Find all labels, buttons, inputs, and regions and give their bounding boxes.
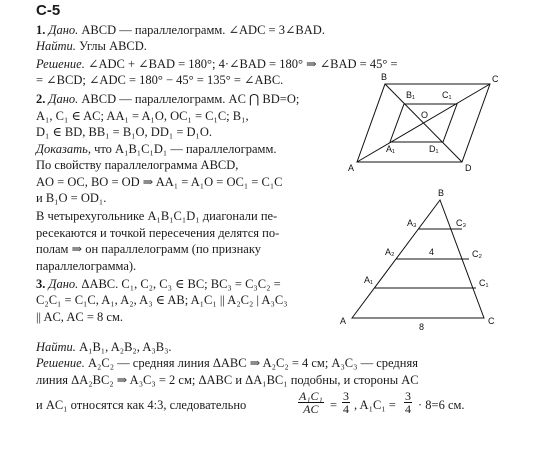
label-a3: A₃ xyxy=(407,218,417,228)
label-d1: D₁ xyxy=(429,144,439,154)
problem-3-line6b: , A₁C₁ = xyxy=(354,398,396,412)
given-text: ABCD — параллелограмм. ∠ADC = 3∠BAD. xyxy=(81,23,325,37)
given-text: ABCD — параллелограмм. AC ⋂ BD=O; xyxy=(81,92,300,106)
problem-number: 2. xyxy=(36,92,46,106)
problem-1-solution-line2: = ∠BCD; ∠ADC = 180° − 45° = 135° = ∠ABC. xyxy=(36,73,284,87)
find-label: Найти. xyxy=(36,340,76,354)
label-b: B xyxy=(381,72,388,82)
problem-3-line5: линия ΔA₂BC₂ ⇒ A₃C₃ = 2 см; ΔABC и ΔA₁BC₁ подобны, и стороны AC xyxy=(36,373,419,387)
fraction-denominator: 4 xyxy=(405,402,411,416)
problem-3-line6a: и AC₁ относятся как 4:3, следовательно xyxy=(36,398,247,412)
solution-line: ∠ADC + ∠BAD = 180°; 4·∠BAD = 180° ⇒ ∠BAD = 45° = xyxy=(87,57,398,71)
problem-2-line5: По свойству параллелограмма ABCD, xyxy=(36,158,239,172)
problem-2-line10: полам ⇒ он параллелограмм (по признаку xyxy=(36,242,261,256)
label-o: O xyxy=(421,110,429,120)
find-label: Найти. xyxy=(36,39,76,53)
equals-sign: = xyxy=(330,398,338,412)
problem-number: 1. xyxy=(36,23,46,37)
find-text: Углы ABCD. xyxy=(79,39,147,53)
problem-3-line2: C₂C₁ = C₁C, A₁, A₂, A₃ ∈ AB; A₁C₁ || A₂C₂ | A₃C₃ xyxy=(36,293,288,307)
fraction-numerator: A₁C₁ xyxy=(299,389,323,403)
solution-label: Решение. xyxy=(36,356,85,370)
given-label: Дано. xyxy=(48,23,79,37)
prove-text: что A₁B₁C₁D₁ — параллелограмм. xyxy=(94,142,277,156)
label-c: C xyxy=(492,74,499,84)
fraction-numerator: 3 xyxy=(405,389,411,403)
given-label: Дано. xyxy=(48,277,79,291)
label-a1: A₁ xyxy=(364,275,374,285)
find-text: A₁B₁, A₂B₂, A₃B₃. xyxy=(79,340,172,354)
label-b1: B₁ xyxy=(406,90,416,100)
fraction-numerator: 3 xyxy=(343,389,349,403)
fraction-denominator: 4 xyxy=(343,402,349,416)
problem-2-line6: AO = OC, BO = OD ⇒ AA₁ = A₁O = OC₁ = C₁C xyxy=(36,175,283,189)
problem-number: 3. xyxy=(36,277,46,291)
problem-2-line3: D₁ ∈ BD, BB₁ = B₁O, DD₁ = D₁O. xyxy=(36,125,213,139)
label-midline-length: 4 xyxy=(429,247,435,257)
label-c2: C₂ xyxy=(472,249,482,259)
label-c1: C₁ xyxy=(442,90,452,100)
problem-2-line9: ресекаются и точкой пересечения делятся по- xyxy=(36,226,280,240)
given-text: ΔABC. C₁, C₂, C₃ ∈ BC; BC₃ = C₃C₂ = xyxy=(81,277,281,291)
label-c3: C₃ xyxy=(456,218,467,228)
label-a: A xyxy=(348,163,355,173)
label-d: D xyxy=(465,163,472,173)
fraction-denominator: AC xyxy=(303,402,319,416)
label-c1: C₁ xyxy=(479,278,489,288)
solution-line: A₂C₂ — средняя линия ΔABC ⇒ A₂C₂ = 4 см; A₃C₃ — средняя xyxy=(87,356,418,370)
label-a: A xyxy=(340,316,347,326)
problem-2-line8: В четырехугольнике A₁B₁C₁D₁ диагонали пе- xyxy=(36,209,278,223)
problem-2-line7: и B₁O = OD₁. xyxy=(36,191,107,205)
problem-2-line2: A₁, C₁ ∈ AC; AA₁ = A₁O, OC₁ = C₁C; B₁, xyxy=(36,109,249,123)
problem-2-line11: параллелограмма). xyxy=(36,259,137,273)
page-title: С-5 xyxy=(36,2,61,19)
prove-label: Доказать, xyxy=(36,142,91,156)
label-a1: A₁ xyxy=(386,144,396,154)
label-base-length: 8 xyxy=(419,322,425,332)
solution-label: Решение. xyxy=(36,57,85,71)
given-label: Дано. xyxy=(48,92,79,106)
label-a2: A₂ xyxy=(385,247,395,257)
problem-3-line6c: · 8=6 см. xyxy=(418,398,465,412)
problem-3-line3: || AC, AC = 8 см. xyxy=(36,310,123,324)
label-b: B xyxy=(438,188,445,198)
label-c: C xyxy=(488,316,495,326)
